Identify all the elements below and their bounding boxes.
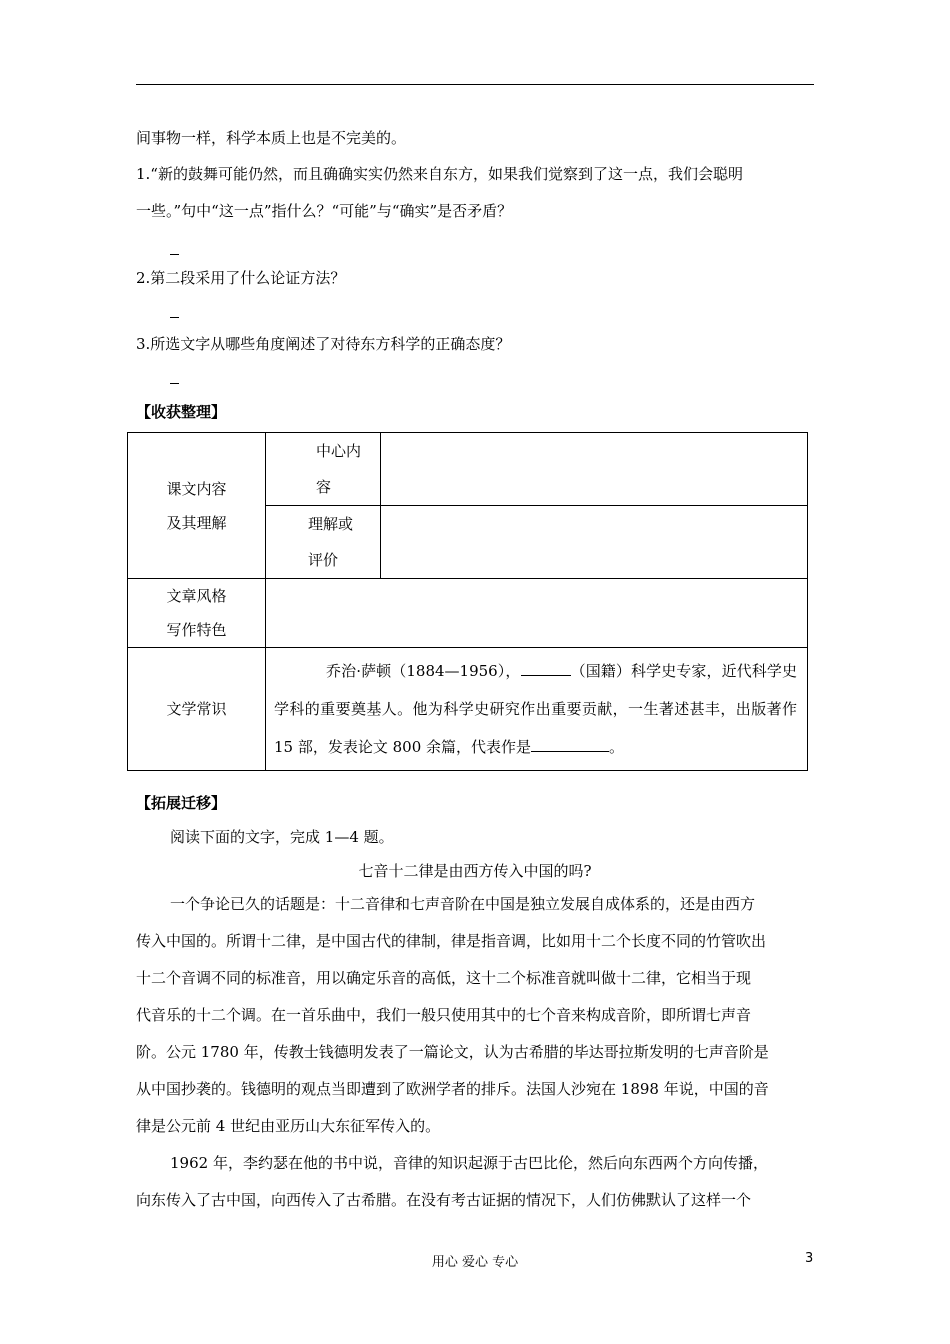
- answer-blank-2: [170, 317, 179, 318]
- passage-line: 律是公元前 4 世纪由亚历山大东征军传入的。: [136, 1117, 441, 1135]
- question-2: 2.第二段采用了什么论证方法？: [136, 269, 346, 287]
- passage-line: 向东传入了古中国，向西传入了古希腊。在没有考古证据的情况下，人们仿佛默认了这样一个: [136, 1191, 752, 1209]
- passage-line: 阶。公元 1780 年，传教士钱德明发表了一篇论文，认为古希腊的毕达哥拉斯发明的七声音阶是: [136, 1043, 769, 1061]
- passage-line: 传入中国的。所谓十二律，是中国古代的律制，律是指音调，比如用十二个长度不同的竹管吹出: [136, 932, 767, 950]
- answer-cell-evaluation: [381, 506, 808, 579]
- passage-line: 一个争论已久的话题是：十二音律和七声音阶在中国是独立发展自成体系的，还是由西方: [170, 895, 756, 913]
- answer-blank-3: [170, 383, 179, 384]
- question-1-line-1: 1.“新的鼓舞可能仍然，而且确确实实仍然来自东方，如果我们觉察到了这一点，我们会聪明: [136, 165, 743, 183]
- footer-text: 用心 爱心 专心: [431, 1255, 519, 1270]
- intro-line: 间事物一样，科学本质上也是不完美的。: [136, 129, 407, 147]
- summary-heading: 【收获整理】: [136, 403, 227, 421]
- row-label-literature: 文学常识: [128, 648, 266, 771]
- row-label-style: 文章风格 写作特色: [128, 579, 266, 648]
- nationality-blank: [521, 661, 571, 676]
- literature-cell: 乔治·萨顿（1884—1956）， （国籍）科学史专家，近代科学史学科的重要奠基人。他为科学史研究作出重要贡献，一生著述甚丰，出版著作 15 部，发表论文 800 余篇，代表作是 。: [266, 648, 808, 771]
- answer-blank-1: [170, 254, 179, 255]
- header-rule: [136, 84, 814, 85]
- masterpiece-blank: [531, 737, 609, 752]
- passage-line: 从中国抄袭的。钱德明的观点当即遭到了欧洲学者的排斥。法国人沙宛在 1898 年说，中国的音: [136, 1080, 769, 1098]
- answer-cell-style: [266, 579, 808, 648]
- passage-line: 1962 年，李约瑟在他的书中说，音律的知识起源于古巴比伦，然后向东西两个方向传播，: [170, 1154, 768, 1172]
- passage-line: 代音乐的十二个调。在一首乐曲中，我们一般只使用其中的七个音来构成音阶，即所谓七声音: [136, 1006, 752, 1024]
- extension-heading: 【拓展迁移】: [136, 794, 227, 812]
- answer-cell-center: [381, 433, 808, 506]
- sub-label-evaluation: 理解或 评价: [266, 506, 381, 579]
- question-1-line-2: 一些。”句中“这一点”指什么？“可能”与“确实”是否矛盾？: [136, 202, 513, 220]
- sub-label-center: 中心内 容: [266, 433, 381, 506]
- passage-line: 十二个音调不同的标准音，用以确定乐音的高低，这十二个标准音就叫做十二律，它相当于现: [136, 969, 752, 987]
- question-3: 3.所选文字从哪些角度阐述了对待东方科学的正确态度？: [136, 335, 511, 353]
- page-number: 3: [805, 1251, 814, 1266]
- summary-table: [127, 432, 808, 771]
- passage-title: 七音十二律是由西方传入中国的吗?: [358, 862, 592, 880]
- extension-instruction: 阅读下面的文字，完成 1—4 题。: [170, 828, 394, 846]
- row-label-content: 课文内容 及其理解: [128, 433, 266, 579]
